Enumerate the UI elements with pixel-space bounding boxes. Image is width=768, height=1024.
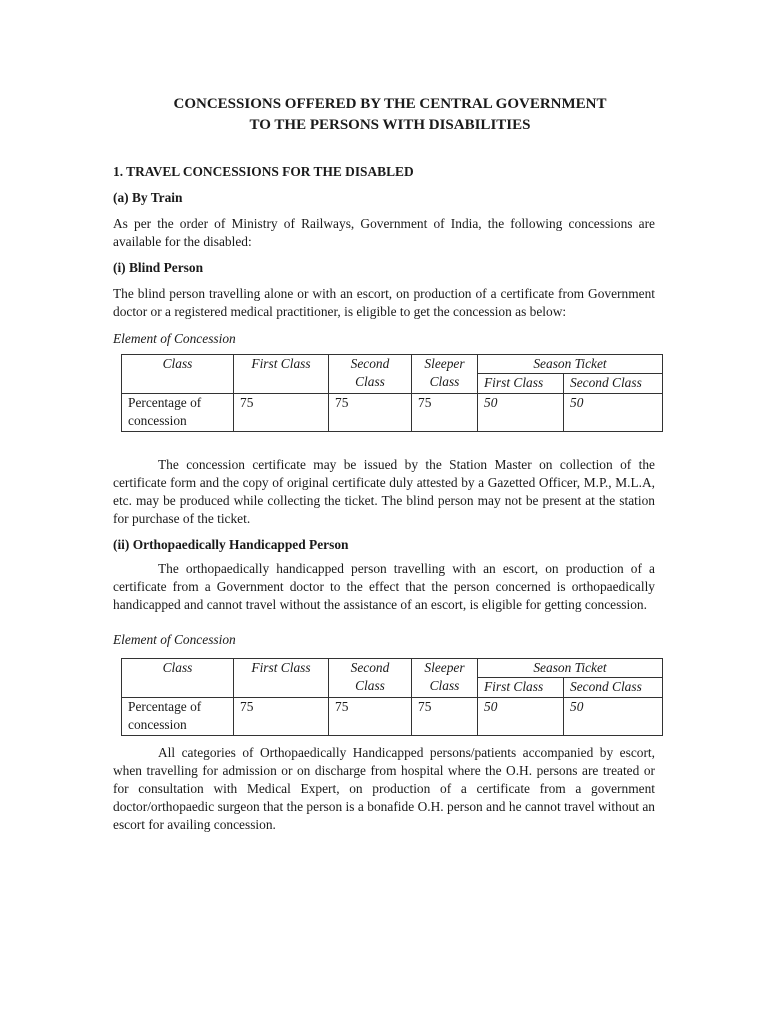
row-label-percentage: Percentage of concession — [122, 698, 234, 736]
header-second-class: Second Class — [329, 355, 412, 394]
header-sleeper-class: Sleeper Class — [412, 659, 478, 698]
ortho-paragraph: The orthopaedically handicapped person travelling with an escort, on production of a certificate from a Government doctor to the effect that the person concerned is orthopaedically handicapped and cannot travel without the assistance of an escort, is eligible for getting concession. — [113, 561, 655, 612]
cell-season-first-class: 50 — [478, 394, 564, 432]
subheading-blind-person: (i) Blind Person — [113, 260, 204, 275]
cell-second-class: 75 — [329, 698, 412, 736]
table-caption-1: Element of Concession — [113, 331, 236, 346]
document-page — [113, 94, 655, 834]
cell-season-first-class: 50 — [478, 698, 564, 736]
document-title — [105, 94, 675, 136]
header-season-second-class: Second Class — [564, 678, 663, 698]
header-season-ticket: Season Ticket — [478, 659, 663, 678]
cell-second-class: 75 — [329, 394, 412, 432]
title-line-2: TO THE PERSONS WITH DISABILITIES — [249, 117, 531, 133]
intro-paragraph: As per the order of Ministry of Railways, Government of India, the following concessions are available for the disabled: — [113, 216, 655, 249]
header-first-class: First Class — [234, 659, 329, 698]
cell-season-second-class: 50 — [564, 698, 663, 736]
blind-paragraph: The blind person travelling alone or with an escort, on production of a certificate from Government doctor or a registered medical practitioner, is eligible to get the concession as below: — [113, 286, 655, 319]
row-label-percentage: Percentage of concession — [122, 394, 234, 432]
header-sleeper-class: Sleeper Class — [412, 355, 478, 394]
section-heading-travel: 1. TRAVEL CONCESSIONS FOR THE DISABLED — [113, 164, 414, 179]
header-second-class: Second Class — [329, 659, 412, 698]
cell-sleeper-class: 75 — [412, 394, 478, 432]
concession-table-ortho — [121, 658, 663, 736]
subheading-by-train: (a) By Train — [113, 190, 183, 205]
subheading-ortho-person: (ii) Orthopaedically Handicapped Person — [113, 537, 349, 552]
concession-table-blind — [121, 354, 663, 432]
header-class: Class — [122, 659, 234, 698]
title-line-1: CONCESSIONS OFFERED BY THE CENTRAL GOVERNMENT — [173, 96, 607, 112]
header-season-first-class: First Class — [478, 374, 564, 394]
header-season-first-class: First Class — [478, 678, 564, 698]
cell-first-class: 75 — [234, 394, 329, 432]
cell-season-second-class: 50 — [564, 394, 663, 432]
header-season-ticket: Season Ticket — [478, 355, 663, 374]
table-caption-2: Element of Concession — [113, 632, 236, 647]
header-first-class: First Class — [234, 355, 329, 394]
header-class: Class — [122, 355, 234, 394]
blind-certificate-paragraph: The concession certificate may be issued by the Station Master on collection of the certificate form and the copy of original certificate duly attested by a Gazetted Officer, M.P., M.L.A, etc. may be produced while collecting the ticket. The blind person may not be present at the station for purchase of the ticket. — [113, 457, 655, 526]
cell-sleeper-class: 75 — [412, 698, 478, 736]
cell-first-class: 75 — [234, 698, 329, 736]
header-season-second-class: Second Class — [564, 374, 663, 394]
ortho-all-categories-paragraph: All categories of Orthopaedically Handicapped persons/patients accompanied by escort, when travelling for admission or on discharge from hospital where the O.H. persons are treated or for consultation with Medical Expert, on production of a certificate from a government doctor/orthopaedic surgeon that the person is a bonafide O.H. person and he cannot travel without an escort for availing concession. — [113, 745, 655, 832]
